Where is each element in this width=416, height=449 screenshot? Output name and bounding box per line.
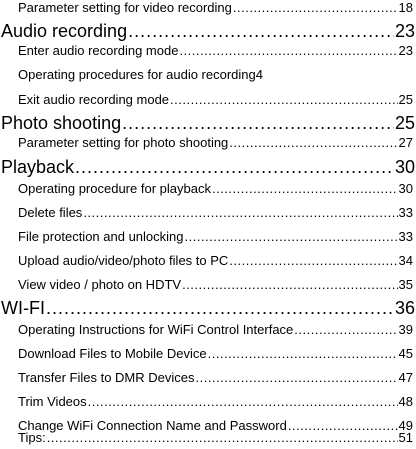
toc-section-title: WI-FI [1,298,45,318]
toc-section-title: Playback [1,157,75,177]
dot-leader [75,156,394,178]
dot-leader [185,226,398,248]
toc-entry-tips[interactable] [0,427,416,449]
toc-entry-page: 48 [398,394,413,409]
toc-section-page: 30 [394,157,415,177]
toc-entry-page: 33 [398,205,413,220]
toc-entry-audio-operating-procedures[interactable] [0,64,416,86]
toc-entry-file-protection[interactable] [0,226,416,248]
toc-entry-page: 51 [398,430,413,445]
toc-entry-page: 18 [398,0,413,15]
dot-leader [122,112,394,134]
dot-leader [128,20,394,42]
dot-leader [294,319,397,341]
toc-section-playback[interactable] [0,156,416,178]
toc-entry-title: Trim Videos [18,394,87,409]
toc-section-page: 25 [394,113,415,133]
toc-section-audio-recording[interactable] [0,20,416,42]
toc-entry-page: 45 [398,346,413,361]
toc-entry-playback-procedure[interactable] [0,178,416,200]
toc-entry-page: 49 [398,418,413,433]
toc-entry-page: 30 [398,181,413,196]
dot-leader [208,343,398,365]
toc-entry-page: 25 [398,92,413,107]
dot-leader [233,0,398,19]
dot-leader [229,250,397,272]
toc-section-page: 23 [394,21,415,41]
toc-entry-title: Tips: [18,430,46,445]
dot-leader [179,40,397,62]
dot-leader [196,367,398,389]
toc-entry-title: Parameter setting for photo shooting [18,135,229,150]
dot-leader [229,132,397,154]
toc-entry-title: File protection and unlocking [18,229,184,244]
toc-entry-exit-audio-recording[interactable] [0,89,416,111]
toc-section-title: Audio recording [1,21,128,41]
toc-entry-delete-files[interactable] [0,202,416,224]
toc-section-wifi[interactable] [0,297,416,319]
dot-leader [182,274,397,296]
toc-entry-title: Delete files [18,205,83,220]
toc-entry-upload-files-to-pc[interactable] [0,250,416,272]
toc-section-photo-shooting[interactable] [0,112,416,134]
toc-entry-title: Exit audio recording mode [18,92,170,107]
toc-entry-title: Parameter setting for video recording [18,0,232,15]
toc-section-title: Photo shooting [1,113,122,133]
dot-leader [212,178,398,200]
toc-entry-page: 27 [398,135,413,150]
dot-leader [46,297,394,319]
toc-entry-title: Operating procedures for audio recording4 [18,67,263,82]
toc-entry-page: 39 [398,322,413,337]
toc-entry-transfer-to-dmr[interactable] [0,367,416,389]
dot-leader [170,89,398,111]
toc-entry-title: Operating procedure for playback [18,181,211,196]
toc-entry-title: Transfer Files to DMR Devices [18,370,195,385]
toc-entry-view-on-hdtv[interactable] [0,274,416,296]
toc-entry-title: Enter audio recording mode [18,43,179,58]
toc-entry-photo-parameter-setting[interactable] [0,132,416,154]
toc-entry-title: View video / photo on HDTV [18,277,182,292]
toc-entry-title: Change WiFi Connection Name and Password [18,418,287,433]
toc-entry-page: 47 [398,370,413,385]
toc-entry-enter-audio-recording[interactable] [0,40,416,62]
toc-entry-title: Download Files to Mobile Device [18,346,207,361]
toc-entry-title: Upload audio/video/photo files to PC [18,253,229,268]
dot-leader [83,202,397,224]
toc-entry-page: 35 [398,277,413,292]
toc-entry-page: 23 [398,43,413,58]
toc-entry-page: 33 [398,229,413,244]
toc-entry-page: 34 [398,253,413,268]
dot-leader [88,391,398,413]
toc-entry-trim-videos[interactable] [0,391,416,413]
toc-entry-wifi-control-interface[interactable] [0,319,416,341]
toc-section-page: 36 [394,298,415,318]
toc-entry-download-to-mobile[interactable] [0,343,416,365]
toc-entry-title: Operating Instructions for WiFi Control Interface [18,322,294,337]
dot-leader [47,427,398,449]
toc-entry-video-parameter-setting[interactable] [0,0,416,19]
